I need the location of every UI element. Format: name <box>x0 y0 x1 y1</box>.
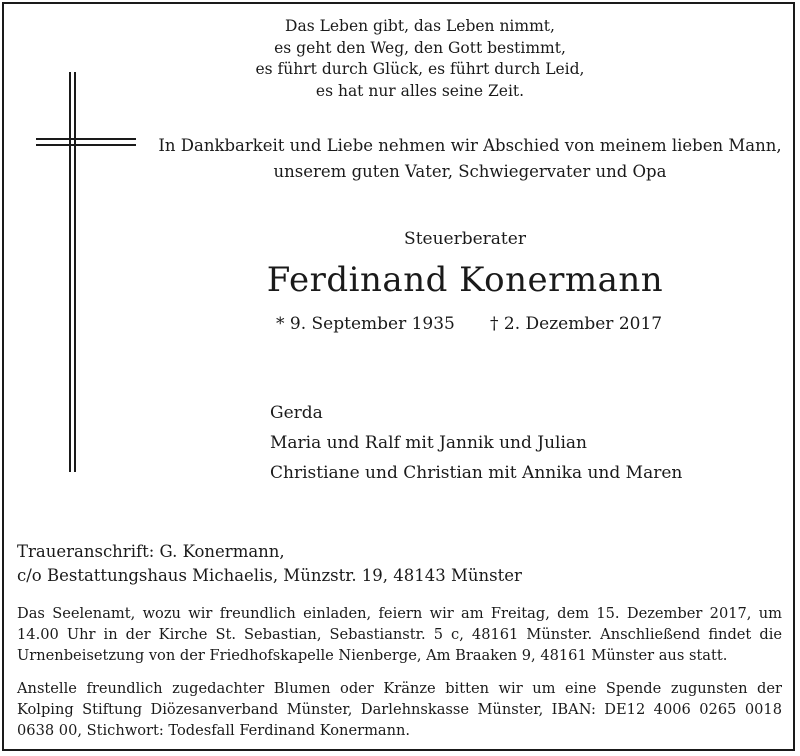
intro-line: unserem guten Vater, Schwiegervater und Opa <box>273 162 667 181</box>
address-line: Traueranschrift: G. Konermann, <box>17 542 285 561</box>
mourners-list <box>270 398 682 488</box>
condolence-address <box>17 540 522 588</box>
death-date: † 2. Dezember 2017 <box>490 314 663 334</box>
donation-info: Anstelle freundlich zugedachter Blumen oder Kränze bitten wir um eine Spende zugunsten der Kolping Stiftung Diözesanverband Münster, Darlehnskasse Münster, IBAN: DE12 4006 0265 0018 0638 00, Stichwort: Todesfall Ferdinand Konermann. <box>17 680 782 739</box>
birth-date: * 9. September 1935 <box>276 314 455 334</box>
mourner-line: Gerda <box>270 403 323 423</box>
poem-line: Das Leben gibt, das Leben nimmt, <box>285 17 555 35</box>
poem-line: es hat nur alles seine Zeit. <box>315 81 525 100</box>
address-line: c/o Bestattungshaus Michaelis, Münzstr. 19, 48143 Münster <box>17 566 522 585</box>
farewell-intro <box>150 133 790 185</box>
poem-line: es geht den Weg, den Gott bestimmt, <box>274 38 566 57</box>
intro-line: In Dankbarkeit und Liebe nehmen wir Abschied von meinem lieben Mann, <box>158 136 782 155</box>
deceased-name: Ferdinand Konermann <box>266 260 664 300</box>
service-info: Das Seelenamt, wozu wir freundlich einladen, feiern wir am Freitag, dem 15. Dezember 2017, um 14.00 Uhr in der Kirche St. Sebastian, Sebastianstr. 5 c, 48161 Münster. Anschließend findet die Urnenbeisetzung von der Friedhofskapelle Nienberge, Am Braaken 9, 48161 Münster aus statt. <box>17 605 782 664</box>
poem-line: es führt durch Glück, es führt durch Leid, <box>255 60 585 78</box>
profession: Steuerberater <box>404 229 526 249</box>
mourner-line: Christiane und Christian mit Annika und Maren <box>270 463 683 483</box>
poem <box>240 16 600 102</box>
mourner-line: Maria und Ralf mit Jannik und Julian <box>270 433 587 453</box>
